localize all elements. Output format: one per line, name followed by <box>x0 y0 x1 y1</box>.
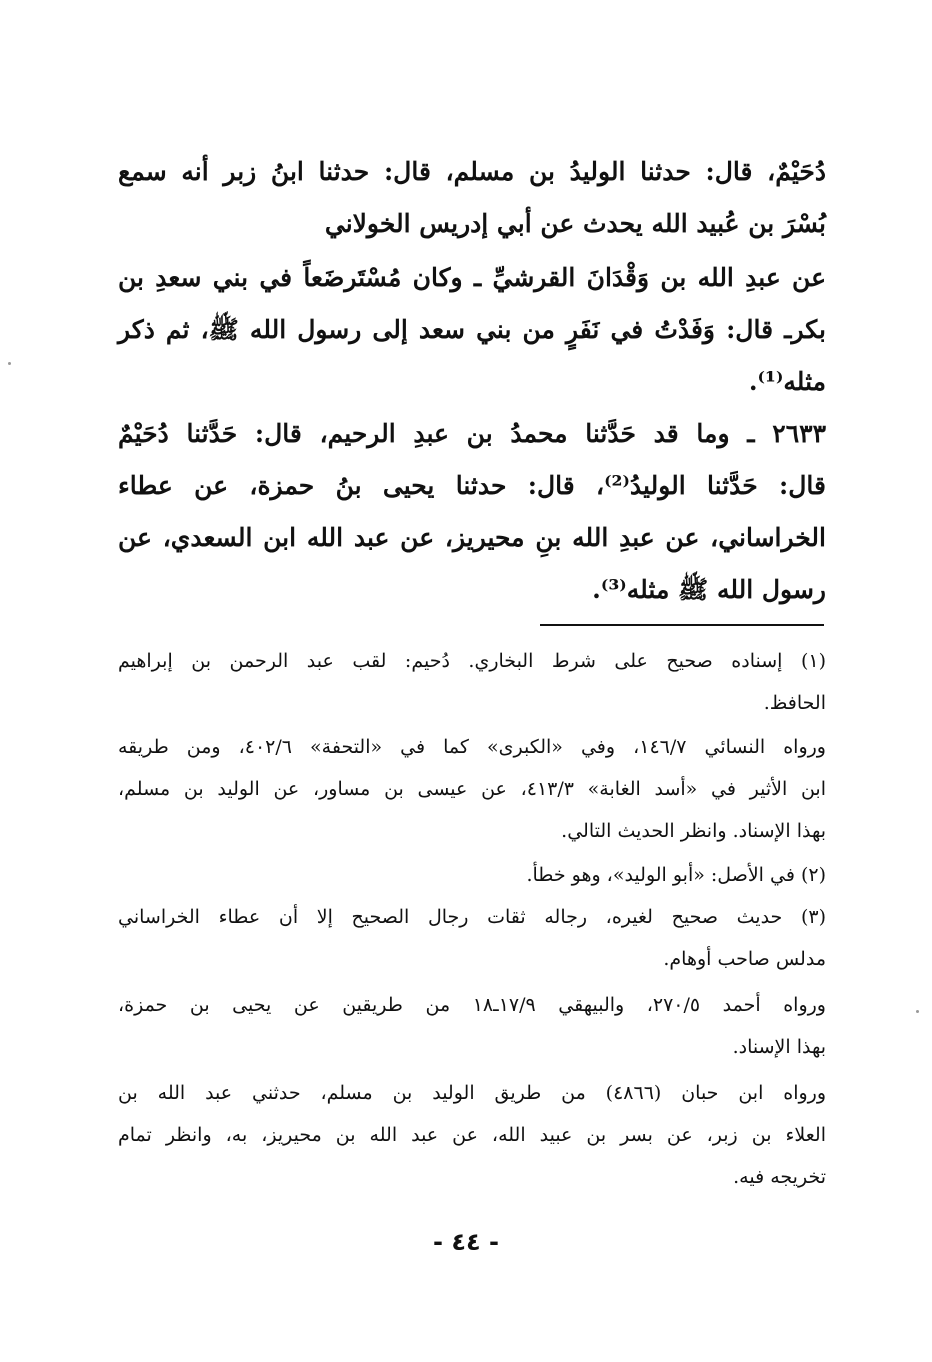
text-line: ٢٦٣٣ ـ وما قد حَدَّثنا محمدُ بن عبدِ الرحيم، قال: حَدَّثنا دُحَيْمٌ <box>118 419 826 448</box>
text-line: الخراساني، عن عبدِ الله بنِ محيريز، عن عبد الله ابن السعدي، عن <box>118 523 826 552</box>
footnote-line: (٢) في الأصل: «أبو الوليد»، وهو خطأ. <box>526 864 826 886</box>
footnote-2 <box>118 854 826 896</box>
text-line: دُحَيْمٌ، قال: حدثنا الوليدُ بن مسلم، قال: حدثنا ابنُ زبر أنه سمع <box>118 157 826 186</box>
text-line: قال: حَدَّثنا الوليدُ⁽²⁾، قال: حدثنا يحيى بنُ حمزة، عن عطاء <box>118 471 826 500</box>
footnote-line: الحافظ. <box>763 692 826 714</box>
scan-speck <box>8 362 11 365</box>
footnote-1b <box>118 726 826 852</box>
footnote-3c <box>118 1072 826 1198</box>
footnote-line: بهذا الإسناد. <box>732 1036 826 1058</box>
scan-speck <box>916 1010 919 1013</box>
footnote-line: (١) إسناده صحيح على شرط البخاري. دُحيم: لقب عبد الرحمن بن إبراهيم <box>118 650 826 672</box>
text-line: عن عبدِ الله بن وَقْدَانَ القرشيِّ ـ وكان مُسْتَرضَعاً في بني سعدِ بن <box>118 263 826 292</box>
footnote-line: (٣) حديث صحيح لغيره، رجاله ثقات رجال الصحيح إلا أن عطاء الخراساني <box>118 906 826 928</box>
footnote-line: ابن الأثير في «أسد الغابة» ٤١٣/٣، عن عيسى بن مساور، عن الوليد بن مسلم، <box>118 778 826 800</box>
text-line: بكرـ قال: وَفَدْتُ في نَفَرٍ من بني سعد إلى رسول الله ﷺ، ثم ذكر <box>118 315 826 344</box>
text-line: بُسْرَ بن عُبيد الله يحدث عن أبي إدريس الخولاني <box>324 209 826 238</box>
footnote-1a <box>118 640 826 724</box>
text-line: مثله⁽¹⁾. <box>748 367 826 396</box>
footnote-line: مدلس صاحب أوهام. <box>663 948 826 970</box>
footnote-3a <box>118 896 826 980</box>
text-line: رسول الله ﷺ مثله⁽³⁾. <box>592 575 826 604</box>
page-number: - ٤٤ - <box>433 1228 499 1256</box>
footnote-line: ورواه النسائي ١٤٦/٧، وفي «الكبرى» كما في «التحفة» ٤٠٢/٦، ومن طريقه <box>118 736 826 758</box>
footnote-line: بهذا الإسناد. وانظر الحديث التالي. <box>561 820 826 842</box>
footnote-line: تخريجه فيه. <box>733 1166 826 1188</box>
footnote-separator <box>540 624 824 626</box>
footnote-line: العلاء بن زبر، عن بسر بن عبيد الله، عن عبد الله بن محيريز، به، وانظر تمام <box>118 1124 826 1146</box>
main-text-para3 <box>118 408 826 616</box>
footnote-3b <box>118 984 826 1068</box>
footnote-line: ورواه أحمد ٢٧٠/٥، والبيهقي ١٧/٩ـ١٨ من طريقين عن يحيى بن حمزة، <box>118 994 826 1016</box>
main-text-para1 <box>118 146 826 250</box>
footnote-line: ورواه ابن حبان (٤٨٦٦) من طريق الوليد بن مسلم، حدثني عبد الله بن <box>118 1082 827 1104</box>
main-text-para2 <box>118 252 826 408</box>
